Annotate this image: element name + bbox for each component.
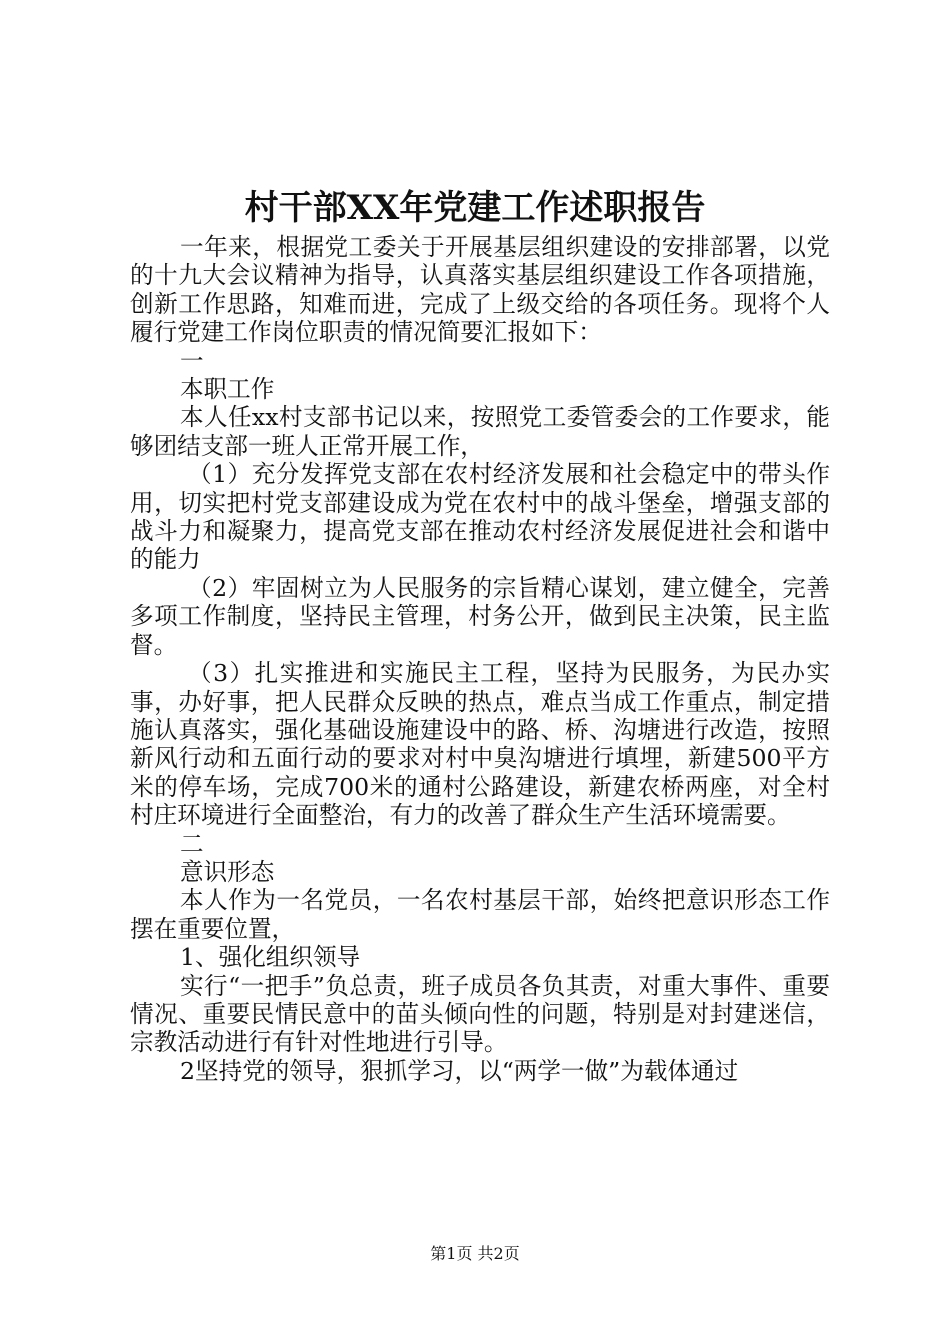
document-title: 村干部XX年党建工作述职报告: [244, 188, 706, 228]
paragraph-item-1: （1）充分发挥党支部在农村经济发展和社会稳定中的带头作用，切实把村党支部建设成为党在农村中的战斗堡垒，增强支部的战斗力和凝聚力，提高党支部在推动农村经济发展促进社会和谐中的能力: [130, 460, 830, 574]
section-heading-2: 意识形态: [180, 857, 275, 886]
paragraph-intro: 一年来，根据党工委关于开展基层组织建设的安排部署，以党的十九大会议精神为指导，认真落实基层组织建设工作各项措施，创新工作思路，知难而进，完成了上级交给的各项任务。现将个人履行党建工作岗位职责的情况简要汇报如下：: [130, 233, 830, 347]
document-body: [130, 233, 830, 1085]
paragraph-leadership: 实行“一把手”负总责，班子成员各负其责，对重大事件、重要情况、重要民情民意中的苗头倾向性的问题，特别是对封建迷信，宗教活动进行有针对性地进行引导。: [130, 971, 830, 1057]
section-heading-1: 本职工作: [180, 375, 275, 404]
page-footer: 第1页 共2页: [430, 1244, 520, 1263]
section-number-2: 二: [180, 829, 204, 858]
section-number-1: 一: [180, 346, 204, 375]
paragraph-item-3: （3）扎实推进和实施民主工程，坚持为民服务，为民办实事，办好事，把人民群众反映的热点，难点当成工作重点，制定措施认真落实，强化基础设施建设中的路、桥、沟塘进行改造，按照新风行动和五面行动的要求对村中臭沟塘进行填埋，新建500平方米的停车场，完成700米的通村公路建设，新建农桥两座，对全村村庄环境进行全面整治，有力的改善了群众生产生活环境需要。: [130, 659, 830, 830]
paragraph-item-2: （2）牢固树立为人民服务的宗旨精心谋划，建立健全，完善多项工作制度，坚持民主管理，村务公开，做到民主决策，民主监督。: [130, 573, 830, 659]
paragraph-duty: 本人任xx村支部书记以来，按照党工委管委会的工作要求，能够团结支部一班人正常开展工作，: [130, 403, 830, 460]
subheading-leadership: 1、强化组织领导: [180, 943, 361, 972]
paragraph-party-lead: 2坚持党的领导，狠抓学习，以“两学一做”为载体通过: [180, 1056, 739, 1085]
paragraph-ideology: 本人作为一名党员，一名农村基层干部，始终把意识形态工作摆在重要位置，: [130, 886, 830, 943]
